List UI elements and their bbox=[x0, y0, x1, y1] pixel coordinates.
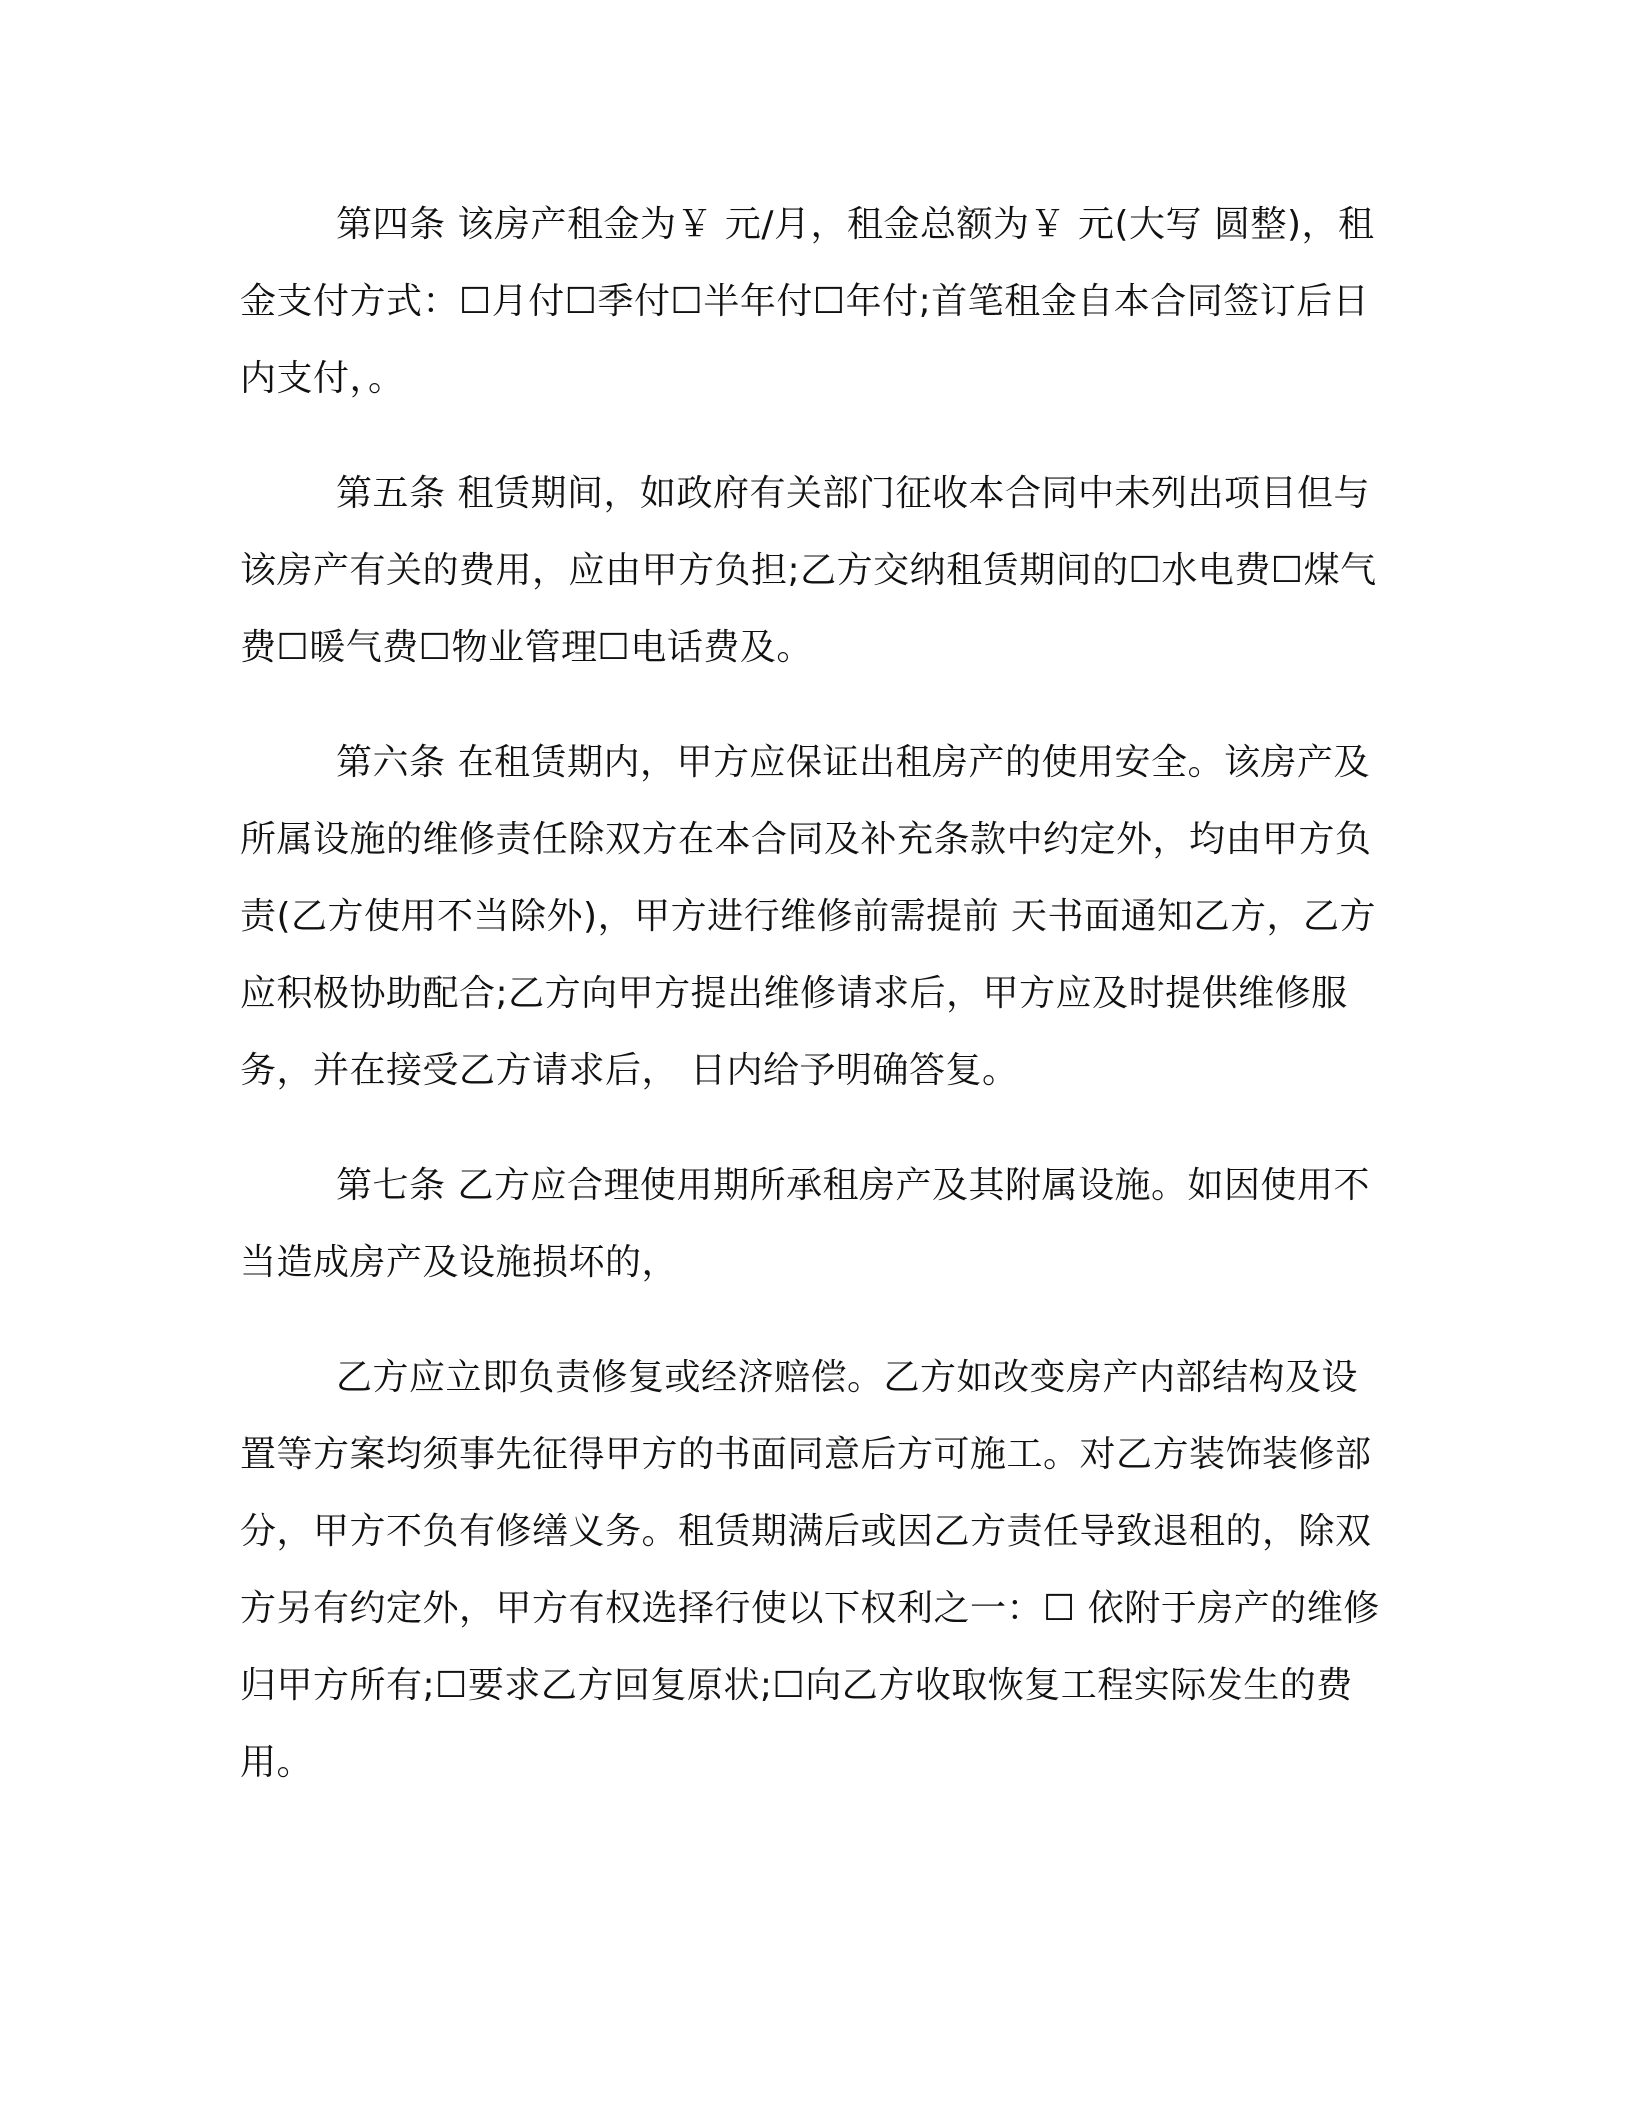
document-page bbox=[240, 186, 1388, 1839]
article-6-paragraph: 第六条 在租赁期内，甲方应保证出租房产的使用安全。该房产及所属设施的维修责任除双方在本合同及补充条款中约定外，均由甲方负责(乙方使用不当除外)，甲方进行维修前需提前 天书面通知乙方，乙方应积极协助配合;乙方向甲方提出维修请求后，甲方应及时提供维修服务，并在接受乙方请求后， 日内给予明确答复。 bbox=[240, 742, 1377, 1091]
article-5-paragraph: 第五条 租赁期间，如政府有关部门征收本合同中未列出项目但与该房产有关的费用，应由甲方负担;乙方交纳租赁期间的☐水电费☐煤气费☐暖气费☐物业管理☐电话费及。 bbox=[240, 473, 1377, 668]
article-7-paragraph: 第七条 乙方应合理使用期所承租房产及其附属设施。如因使用不当造成房产及设施损坏的， bbox=[240, 1165, 1370, 1283]
article-4-paragraph: 第四条 该房产租金为￥ 元/月，租金总额为￥ 元(大写 圆整)，租金支付方式：☐月付☐季付☐半年付☐年付;首笔租金自本合同签订后日内支付，。 bbox=[240, 204, 1375, 399]
article-7-continuation-paragraph: 乙方应立即负责修复或经济赔偿。乙方如改变房产内部结构及设置等方案均须事先征得甲方的书面同意后方可施工。对乙方装饰装修部分，甲方不负有修缮义务。租赁期满后或因乙方责任导致退租的，除双方另有约定外，甲方有权选择行使以下权利之一：☐ 依附于房产的维修归甲方所有;☐要求乙方回复原状;☐向乙方收取恢复工程实际发生的费用。 bbox=[240, 1357, 1380, 1783]
